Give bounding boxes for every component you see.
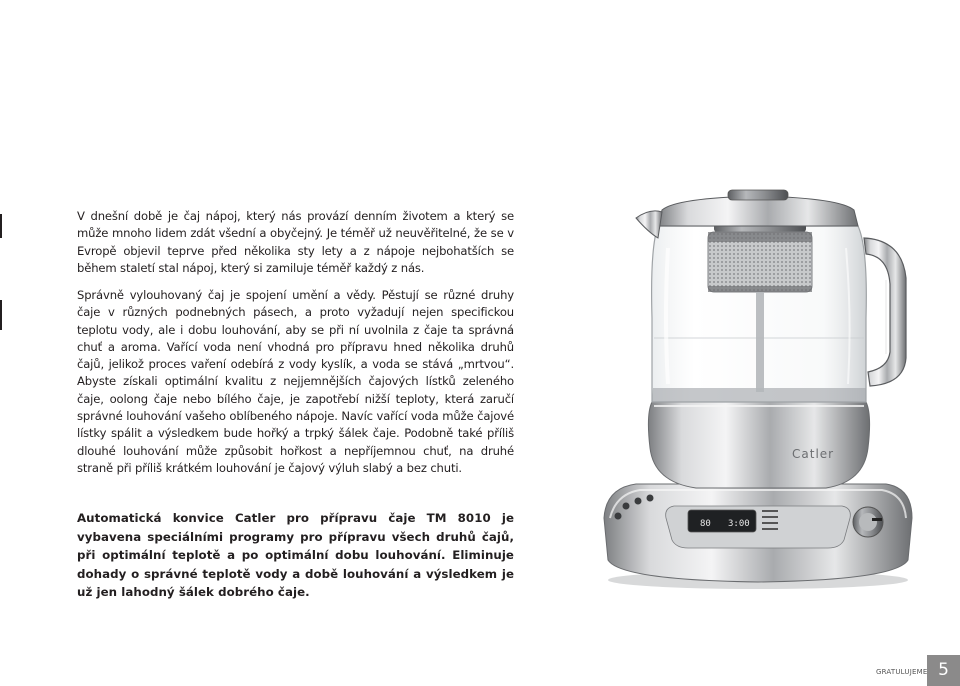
highlight-paragraph [77,509,514,602]
intro-text: V dnešní době je čaj nápoj, který nás provází denním životem a který se může mnoho lidem zdát všední a obyčejný. Je téměř už neuvěřitelné, že se v Evropě objevil teprve před několika sty lety a z nápoje nejbohatších se během staletí stal nápoj, který si zamiluje téměř každý z nás. [77,209,514,275]
tea-kettle-image [596,188,920,590]
left-margin-mark [0,214,2,238]
brand-logo: Catler [792,447,835,461]
section-label: GRATULUJEME [876,668,928,676]
display-temp: 80 [700,519,711,529]
left-margin-mark [0,300,2,330]
body-text: Správně vylouhovaný čaj je spojení umění a vědy. Pěstují se různé druhy čaje v různých podnebných pásech, a proto vyžadují nejen specifickou teplotu vody, ale i dobu louhování, aby se při ní uvolnila z čaje ta správná chuť a aroma. Vařící voda není vhodná pro přípravu hned několika druhů čajů, jelikož proces vaření odebírá z vody kyslík, a voda se stává „mrtvou“. Abyste získali optimální kvalitu z nejjemnějších čajových lístků zeleného čaje, oolong čaje nebo bílého čaje, je zapotřebí nižší teploty, která zaručí správné louhování vašeho oblíbeného nápoje. Navíc vařící voda může čajové lístky spálit a výsledkem bude hořký a trpký šálek čaje. Podobně také příliš dlouhé louhování může způsobit hořkost a nepříjemnou chuť, na druhé straně při příliš krátkém louhování je čajový výluh slabý a bez chuti. [77,288,514,475]
page-number: 5 [927,655,960,686]
intro-paragraph [77,208,514,277]
body-paragraph [77,287,514,477]
highlight-text: Automatická konvice Catler pro přípravu čaje TM 8010 je vybavena speciálními programy pro přípravu všech druhů čajů, při optimální teplotě a po optimální dobu louhování. Eliminuje dohady o správné teplotě vody a době louhování a výsledkem je už jen lahodný šálek dobrého čaje. [77,511,514,600]
display-time: 3:00 [728,519,750,529]
